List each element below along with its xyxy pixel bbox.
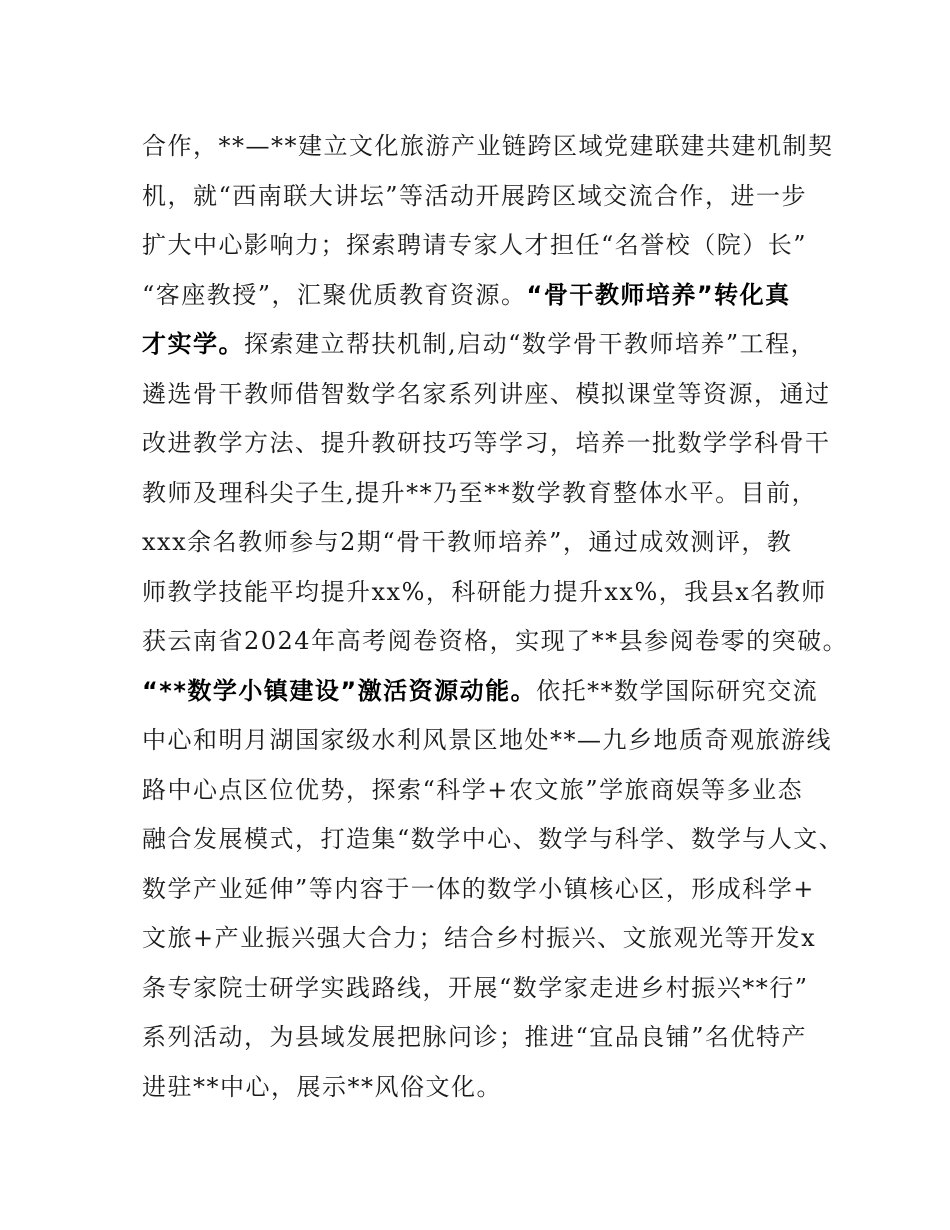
body-text: 数学产业延伸”等内容于一体的数学小镇核心区，形成科学+: [142, 874, 815, 903]
text-line: [142, 172, 842, 222]
text-line: [142, 320, 842, 370]
body-text: 教师及理科尖子生,提升**乃至**数学教育整体水平。目前，: [142, 478, 818, 507]
text-line: [142, 271, 842, 321]
body-text: xxx余名教师参与2期“骨干教师培养”，通过成效测评，教: [142, 528, 793, 556]
text-line: [142, 716, 842, 766]
bold-heading-text: “骨干教师培养”转化真: [526, 280, 791, 309]
text-line: [142, 568, 842, 618]
text-line: [142, 964, 842, 1014]
body-text: 师教学技能平均提升xx%，科研能力提升xx%，我县x名教师: [142, 577, 827, 606]
body-text: 中心和明月湖国家级水利风景区地处**—九乡地质奇观旅游线: [142, 726, 832, 754]
body-text: 融合发展模式，打造集“数学中心、数学与科学、数学与人文、: [142, 825, 845, 853]
body-text: 扩大中心影响力；探索聘请专家人才担任“名誉校（院）长”: [142, 231, 808, 259]
body-text: 文旅+产业振兴强大合力；结合乡村振兴、文旅观光等开发x: [142, 924, 817, 952]
text-line: [142, 469, 842, 519]
body-text: 进驻**中心，展示**风俗文化。: [142, 1072, 502, 1101]
body-text: 改进教学方法、提升教研技巧等学习，培养一批数学学科骨干: [142, 429, 831, 457]
text-line: [142, 221, 842, 271]
text-line: [142, 815, 845, 865]
text-line: [142, 914, 842, 964]
body-text: 合作，**—**建立文化旅游产业链跨区域党建联建共建机制契: [142, 132, 834, 160]
text-line: [142, 122, 842, 172]
body-text: 依托**数学国际研究交流: [536, 676, 819, 705]
text-line: [142, 667, 842, 717]
text-line: [142, 419, 842, 469]
text-line: [142, 766, 842, 816]
text-line: [142, 865, 842, 915]
text-line: [142, 1063, 842, 1113]
body-text: 系列活动，为县域发展把脉问诊；推进“宜品良铺”名优特产: [142, 1023, 808, 1051]
body-text: 机，就“西南联大讲坛”等活动开展跨区域交流合作，进一步: [142, 181, 808, 210]
text-line: [142, 518, 842, 568]
body-text: 路中心点区位优势，探索“科学+农文旅”学旅商娱等多业态: [142, 775, 804, 804]
text-line: [142, 1013, 842, 1063]
body-text: “客座教授”，汇聚优质教育资源。: [142, 280, 527, 309]
body-text: 遴选骨干教师借智数学名家系列讲座、模拟课堂等资源，通过: [142, 379, 831, 408]
body-text: 探索建立帮扶机制,启动“数学骨干教师培养”工程，: [244, 330, 817, 358]
body-paragraph: [142, 122, 849, 1112]
body-text: 条专家院士研学实践路线，开展“数学家走进乡村振兴**行”: [142, 973, 809, 1002]
bold-heading-text: 才实学。: [142, 330, 244, 358]
body-text: 获云南省2024年高考阅卷资格，实现了**县参阅卷零的突破。: [142, 627, 849, 655]
text-line: [142, 617, 849, 667]
text-line: [142, 370, 842, 420]
bold-heading-text: “**数学小镇建设”激活资源动能。: [142, 676, 537, 705]
